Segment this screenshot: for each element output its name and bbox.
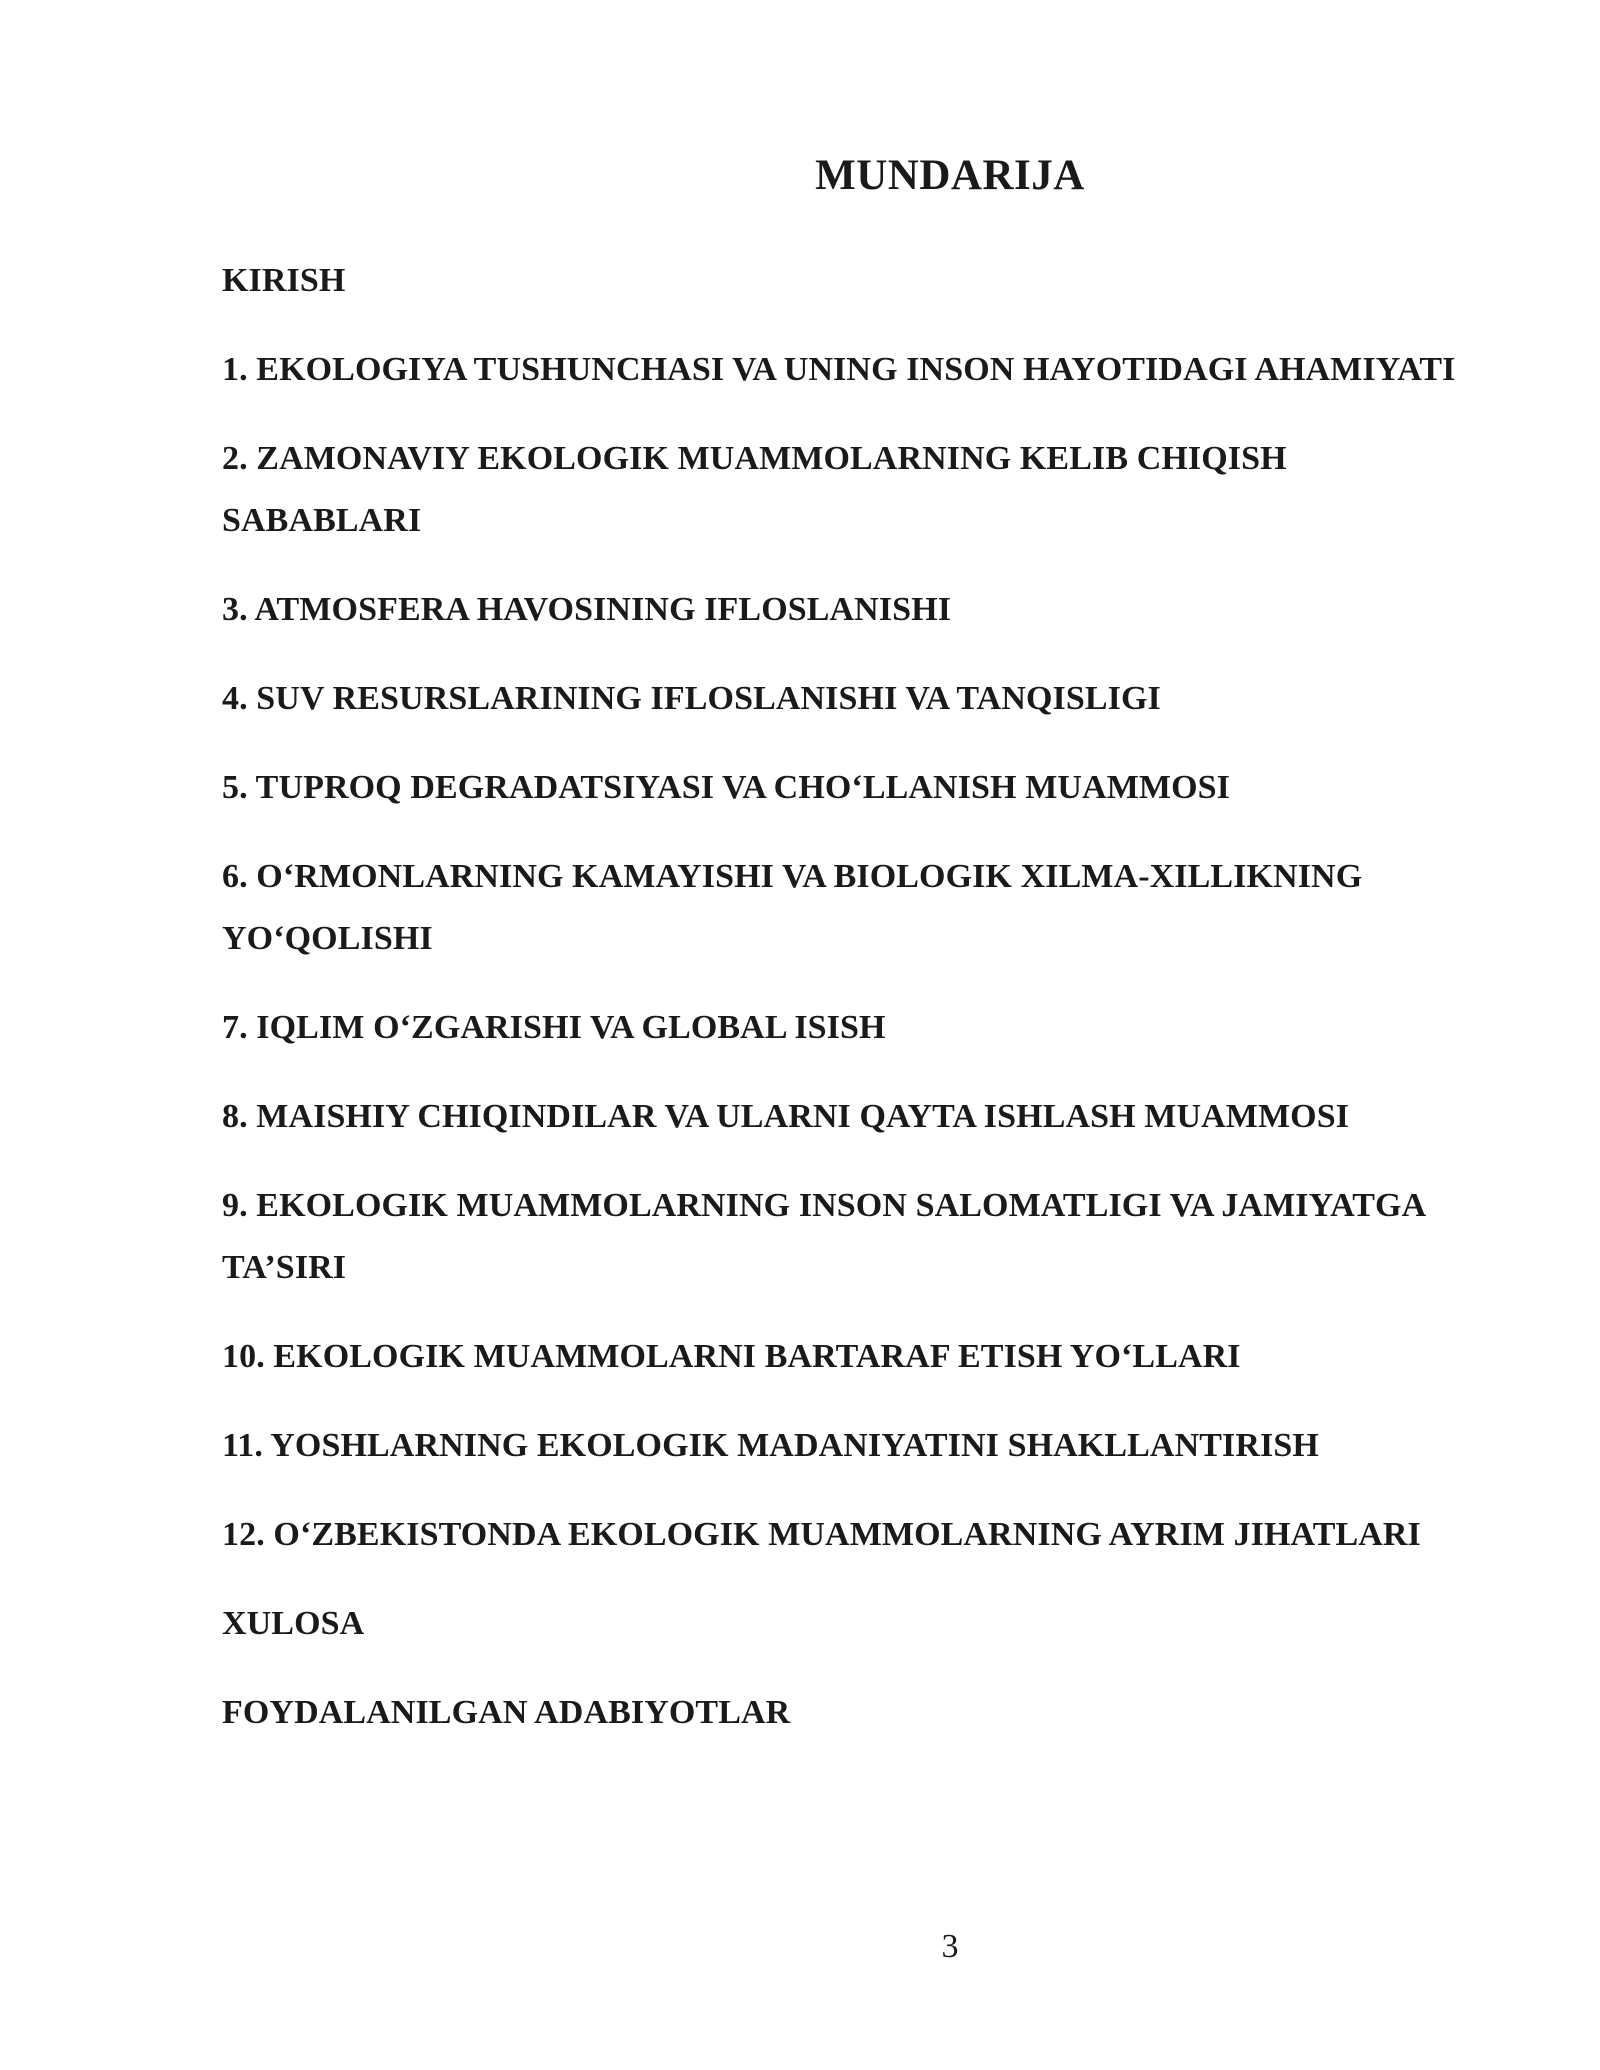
toc-item-references: FOYDALANILGAN ADABIYOTLAR [222, 1694, 791, 1731]
toc-item-conclusion: XULOSA [222, 1605, 365, 1642]
table-of-contents-list [222, 250, 1482, 1771]
toc-item-chapter-8: 8. MAISHIY CHIQINDILAR VA ULARNI QAYTA ISHLASH MUAMMOSI [222, 1098, 1350, 1135]
toc-item-chapter-12: 12. OʻZBEKISTONDA EKOLOGIK MUAMMOLARNING AYRIM JIHATLARI [222, 1516, 1421, 1553]
toc-item-chapter-7: 7. IQLIM OʻZGARISHI VA GLOBAL ISISH [222, 1009, 886, 1046]
toc-item-chapter-4: 4. SUV RESURSLARINING IFLOSLANISHI VA TANQISLIGI [222, 680, 1161, 717]
toc-item-chapter-2: 2. ZAMONAVIY EKOLOGIK MUAMMOLARNING KELIB CHIQISH SABABLARI [222, 440, 1287, 539]
toc-item-chapter-10: 10. EKOLOGIK MUAMMOLARNI BARTARAF ETISH YOʻLLARI [222, 1338, 1241, 1375]
toc-item-chapter-9: 9. EKOLOGIK MUAMMOLARNING INSON SALOMATLIGI VA JAMIYATGA TA’SIRI [222, 1187, 1425, 1286]
table-of-contents-title: MUNDARIJA [815, 152, 1085, 199]
toc-item-chapter-11: 11. YOSHLARNING EKOLOGIK MADANIYATINI SHAKLLANTIRISH [222, 1427, 1319, 1464]
toc-item-chapter-6: 6. OʻRMONLARNING KAMAYISHI VA BIOLOGIK XILMA-XILLIKNING YOʻQOLISHI [222, 858, 1363, 957]
page-number: 3 [941, 1928, 959, 1965]
toc-item-introduction: KIRISH [222, 262, 346, 299]
toc-item-chapter-1: 1. EKOLOGIYA TUSHUNCHASI VA UNING INSON HAYOTIDAGI AHAMIYATI [222, 351, 1456, 388]
toc-item-chapter-5: 5. TUPROQ DEGRADATSIYASI VA CHOʻLLANISH MUAMMOSI [222, 769, 1230, 806]
toc-item-chapter-3: 3. ATMOSFERA HAVOSINING IFLOSLANISHI [222, 591, 952, 628]
